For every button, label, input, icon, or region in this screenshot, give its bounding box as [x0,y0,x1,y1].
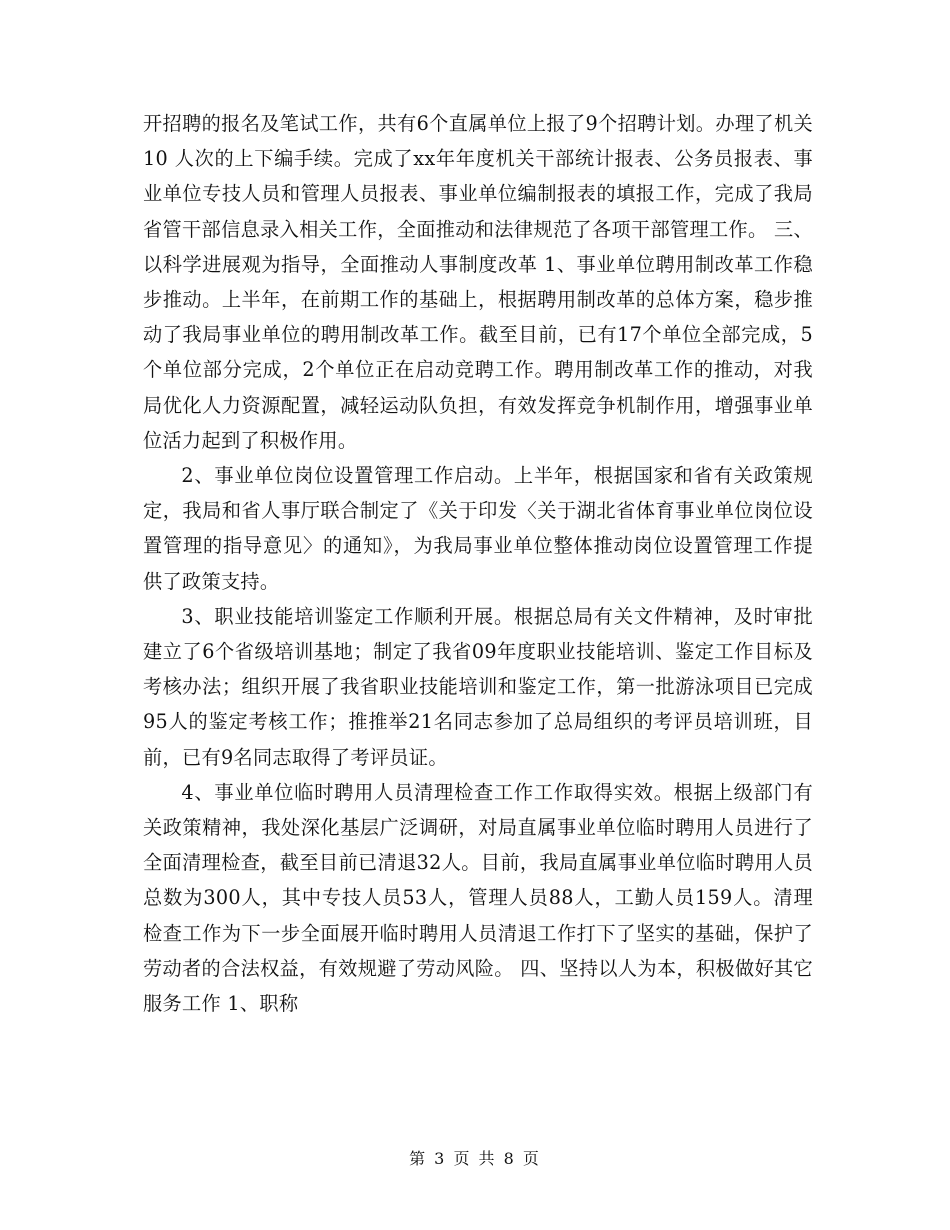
page-footer: 第 3 页 共 8 页 [409,1149,541,1168]
paragraph-2: 2、事业单位岗位设置管理工作启动。上半年，根据国家和省有关政策规定，我局和省人事厅联合制定了《关于印发〈关于湖北省体育事业单位岗位设置管理的指导意见〉的通知》，为我局事业单位整体推动岗位设置管理工作提供了政策支持。 [143,464,813,593]
document-body [143,106,813,1021]
paragraph-3: 3、职业技能培训鉴定工作顺利开展。根据总局有关文件精神，及时审批建立了6个省级培训基地；制定了我省09年度职业技能培训、鉴定工作目标及考核办法；组织开展了我省职业技能培训和鉴定工作，第一批游泳项目已完成95人的鉴定考核工作；推推举21名同志参加了总局组织的考评员培训班，目前，已有9名同志取得了考评员证。 [143,604,813,769]
paragraph-4: 4、事业单位临时聘用人员清理检查工作工作取得实效。根据上级部门有关政策精神，我处深化基层广泛调研，对局直属事业单位临时聘用人员进行了全面清理检查，截至目前已清退32人。目前，我局直属事业单位临时聘用人员总数为300人，其中专技人员53人，管理人员88人，工勤人员159人。清理检查工作为下一步全面展开临时聘用人员清退工作打下了坚实的基础，保护了劳动者的合法权益，有效规避了劳动风险。 四、坚持以人为本，积极做好其它服务工作 1、职称 [143,780,813,1016]
paragraph-1: 开招聘的报名及笔试工作，共有6个直属单位上报了9个招聘计划。办理了机关10 人次的上下编手续。完成了xx年年度机关干部统计报表、公务员报表、事业单位专技人员和管理人员报表、事业单位编制报表的填报工作，完成了我局省管干部信息录入相关工作，全面推动和法律规范了各项干部管理工作。 三、以科学进展观为指导，全面推动人事制度改革 1、事业单位聘用制改革工作稳步推动。上半年，在前期工作的基础上，根据聘用制改革的总体方案，稳步推动了我局事业单位的聘用制改革工作。截至目前，已有17个单位全部完成，5个单位部分完成，2个单位正在启动竞聘工作。聘用制改革工作的推动，对我局优化人力资源配置，减轻运动队负担，有效发挥竞争机制作用，增强事业单位活力起到了积极作用。 [143,112,813,452]
